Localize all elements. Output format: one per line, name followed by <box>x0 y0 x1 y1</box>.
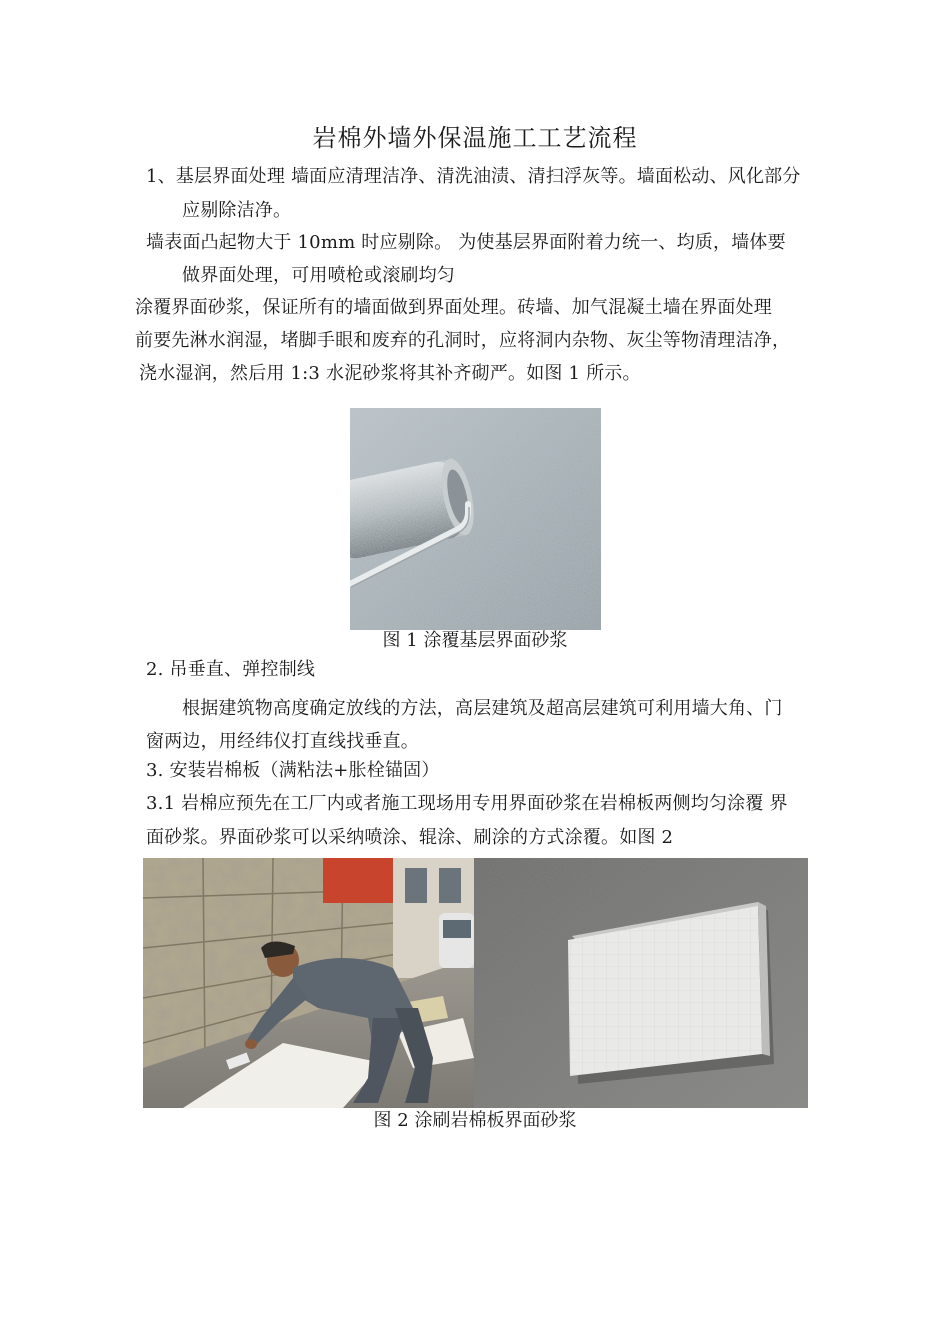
paragraph-line: 涂覆界面砂浆，保证所有的墙面做到界面处理。砖墙、加气混凝土墙在界面处理 <box>135 297 772 318</box>
figure-1-roller-photo <box>350 408 601 630</box>
paragraph-line: 面砂浆。界面砂浆可以采纳喷涂、辊涂、刷涂的方式涂覆。如图 2 <box>146 827 674 848</box>
figure-2-worker-photo <box>143 858 474 1108</box>
figure-2-board-photo <box>474 858 808 1108</box>
paragraph-line: 窗两边，用经纬仪打直线找垂直。 <box>146 731 419 752</box>
paragraph-line: 浇水湿润，然后用 1:3 水泥砂浆将其补齐砌严。如图 1 所示。 <box>139 363 641 384</box>
paragraph-line: 应剔除洁净。 <box>182 200 292 221</box>
section-3-heading: 3. 安装岩棉板（满粘法+胀栓锚固） <box>146 760 440 781</box>
paragraph-line: 根据建筑物高度确定放线的方法，高层建筑及超高层建筑可利用墙大角、门 <box>182 698 783 719</box>
figure-1-caption: 图 1 涂覆基层界面砂浆 <box>382 630 568 651</box>
paragraph-line: 3.1 岩棉应预先在工厂内或者施工现场用专用界面砂浆在岩棉板两侧均匀涂覆 界 <box>146 793 788 814</box>
paragraph-line: 前要先淋水润湿，堵脚手眼和废弃的孔洞时，应将洞内杂物、灰尘等物清理洁净， <box>135 330 791 351</box>
document-title: 岩棉外墙外保温施工工艺流程 <box>312 124 638 152</box>
paragraph-line: 墙表面凸起物大于 10mm 时应剔除。 为使基层界面附着力统一、均质，墙体要 <box>146 232 786 253</box>
paragraph-line: 1、基层界面处理 墙面应清理洁净、清洗油渍、清扫浮灰等。墙面松动、风化部分 <box>146 166 801 187</box>
section-2-heading: 2. 吊垂直、弹控制线 <box>146 659 316 680</box>
figure-2-caption: 图 2 涂刷岩棉板界面砂浆 <box>373 1110 577 1131</box>
paragraph-line: 做界面处理，可用喷枪或滚刷均匀 <box>182 265 455 286</box>
